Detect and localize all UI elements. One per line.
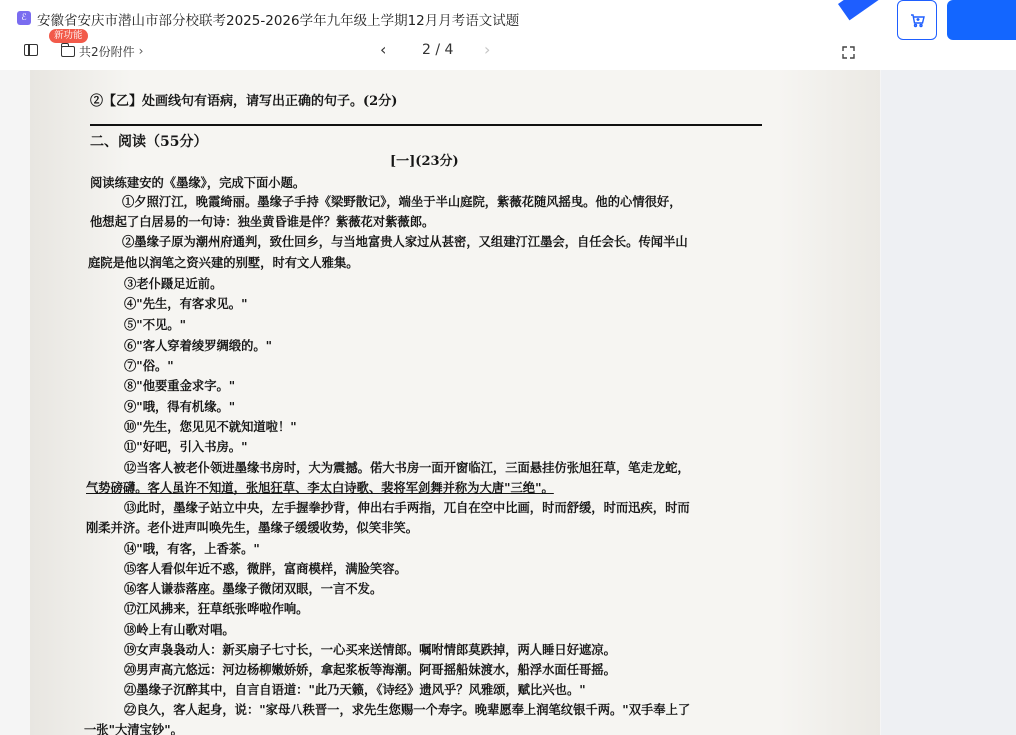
new-feature-badge: 新功能 [49, 29, 88, 43]
text-line: ⑩"先生，您见见不就知道啦！" [124, 419, 297, 434]
ribbon-label [838, 0, 898, 20]
text-line: ㉒良久，客人起身，说："家母八秩晋一，求先生您赐一个寿字。晚辈愿奉上润笔纹银千两。"双手奉上了 [124, 702, 691, 717]
text-line: 气势磅礴。客人虽许不知道，张旭狂草、李太白诗歌、裴将军剑舞并称为大唐"三绝"。 [86, 480, 554, 495]
text-line: ⑤"不见。" [124, 317, 187, 332]
text-line: ⑳男声高亢悠远：河边杨柳嫩娇娇，拿起浆板等海潮。阿哥摇船妹渡水，船浮水面任哥摇。 [124, 662, 616, 677]
text-line: ②墨缘子原为潮州府通判，致仕回乡，与当地富贵人家过从甚密，又组建汀江墨会，自任会长。传闻半山 [122, 234, 688, 249]
question-line: ②【乙】处画线句有语病，请写出正确的句子。(2分) [90, 94, 398, 109]
attachments-label: 共2份附件 [79, 44, 135, 59]
text-line: ③老仆蹑足近前。 [124, 276, 223, 291]
text-line: 庭院是他以润笔之资兴建的别墅，时有文人雅集。 [88, 255, 359, 270]
text-line: 他想起了白居易的一句诗：独坐黄昏谁是伴？紫薇花对紫薇郎。 [90, 214, 435, 229]
page-indicator: 2 / 4 [422, 42, 454, 58]
text-line: ⑲女声袅袅动人：新买扇子七寸长，一心买来送情郎。嘱咐情郎莫跌掉，两人睡日好遮凉。 [124, 642, 616, 657]
text-line: 阅读练建安的《墨缘》，完成下面小题。 [90, 175, 306, 190]
top-bar [0, 0, 1016, 70]
subsection-title: [一](23分) [390, 154, 459, 169]
right-side-panel [881, 70, 1016, 735]
text-line: ⑰江风拂来，狂草纸张哗啦作响。 [124, 601, 309, 616]
text-line: ④"先生，有客求见。" [124, 296, 248, 311]
text-line: ⑪"好吧，引入书房。" [124, 439, 248, 454]
text-line: ⑬此时，墨缘子站立中央，左手握拳抄背，伸出右手两指，兀自在空中比画，时而舒缓，时而迅疾，时而 [124, 500, 690, 515]
answer-rule [90, 124, 762, 126]
primary-action-button[interactable] [947, 0, 1016, 40]
document-title: 安徽省安庆市潜山市部分校联考2025-2026学年九年级上学期12月月考语文试题 [37, 13, 520, 29]
next-page-button[interactable]: › [484, 40, 491, 59]
folder-icon [61, 46, 75, 57]
document-type-icon: ℰ [17, 11, 31, 25]
add-to-cart-button[interactable] [897, 0, 937, 40]
page-navigator [380, 40, 500, 62]
fullscreen-icon[interactable] [842, 44, 855, 57]
section-title: 二、阅读（55分） [90, 134, 208, 150]
text-line: ⑭"哦，有客，上香茶。" [124, 541, 260, 556]
previous-page-button[interactable]: ‹ [380, 40, 387, 59]
text-line: ⑯客人谦恭落座。墨缘子微闭双眼，一言不发。 [124, 581, 383, 596]
text-line: ⑦"俗。" [124, 358, 174, 373]
scanned-page [30, 70, 880, 735]
text-line: 一张"大清宝钞"。 [84, 722, 183, 735]
text-line: ⑮客人看似年近不惑，微胖，富商模样，满脸笑容。 [124, 561, 407, 576]
text-line: ①夕照汀江，晚霞绮丽。墨缘子手持《梁野散记》，端坐于半山庭院，紫薇花随风摇曳。他的心情很好， [122, 194, 682, 209]
attachments-button[interactable] [61, 42, 143, 60]
text-line: ⑥"客人穿着绫罗绸缎的。" [124, 338, 273, 353]
special-offer-ribbon [838, 0, 898, 32]
sidebar-toggle-icon[interactable] [24, 44, 38, 56]
document-viewer[interactable] [0, 70, 881, 735]
text-line: ⑫当客人被老仆领进墨缘书房时，大为震撼。偌大书房一面开窗临江，三面悬挂仿张旭狂草，笔走龙蛇， [124, 460, 690, 475]
text-line: ⑧"他要重金求字。" [124, 378, 236, 393]
chevron-right-icon: › [138, 44, 144, 58]
text-line: ㉑墨缘子沉醉其中，自言自语道："此乃天籁，《诗经》遗风乎？风雅颂，赋比兴也。" [124, 682, 586, 697]
text-line: ⑱岭上有山歌对唱。 [124, 622, 235, 637]
cart-icon [909, 12, 925, 28]
text-line: 刚柔并济。老仆进声叫唤先生，墨缘子缓缓收势，似笑非笑。 [86, 520, 419, 535]
text-line: ⑨"哦，得有机缘。" [124, 399, 236, 414]
